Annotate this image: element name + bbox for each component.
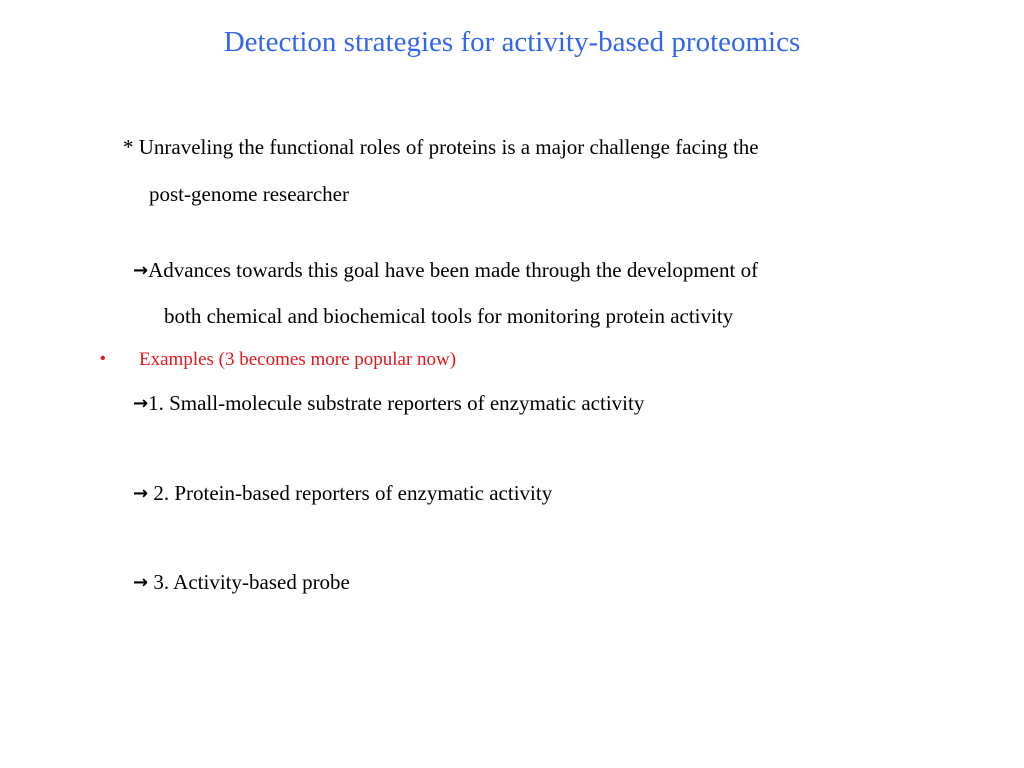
- right-arrow-icon: →: [133, 393, 149, 414]
- advances-line-2: both chemical and biochemical tools for monitoring protein activity: [164, 304, 734, 328]
- intro-line-2: post-genome researcher: [149, 182, 349, 206]
- list-item: [133, 569, 350, 597]
- advances-text-1: Advances towards this goal have been made through the development of: [148, 258, 759, 282]
- list-item-text: 2. Protein-based reporters of enzymatic activity: [148, 481, 553, 505]
- examples-label: Examples (3 becomes more popular now): [139, 349, 457, 370]
- list-item: [133, 480, 552, 508]
- slide-title: Detection strategies for activity-based proteomics: [223, 26, 801, 58]
- intro-line-1: * Unraveling the functional roles of proteins is a major challenge facing the: [123, 135, 759, 159]
- list-item: [133, 390, 644, 418]
- right-arrow-icon: →: [133, 483, 149, 504]
- bullet-icon: •: [100, 350, 106, 367]
- list-item-text: 3. Activity-based probe: [148, 570, 350, 594]
- advances-line-1: [133, 257, 758, 285]
- right-arrow-icon: →: [133, 572, 149, 593]
- list-item-text: 1. Small-molecule substrate reporters of enzymatic activity: [148, 391, 645, 415]
- right-arrow-icon: →: [133, 260, 149, 281]
